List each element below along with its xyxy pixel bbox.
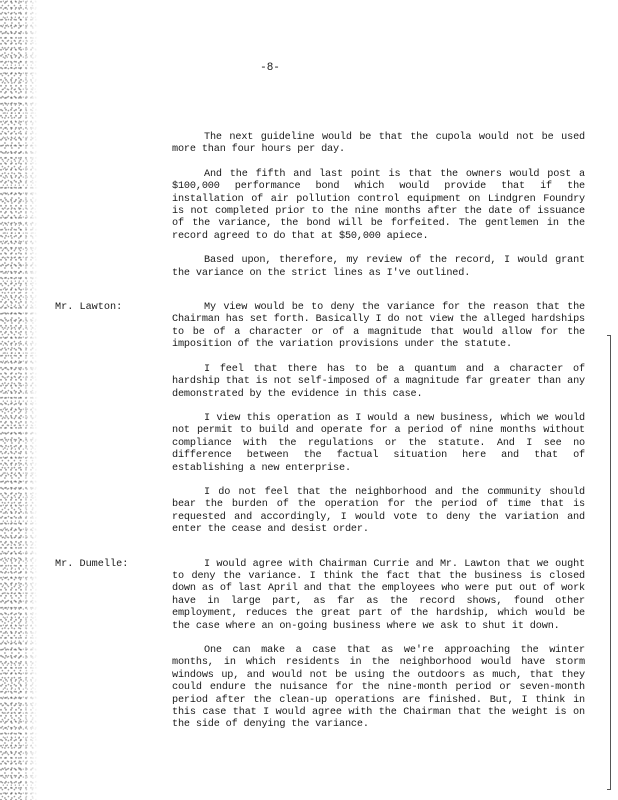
speaker-remarks: [172, 559, 585, 744]
paragraph: I view this operation as I would a new business, which we would not permit to build and operate for a period of nine months without compliance with the regulations or the statute. And I see no difference between the factual situation here and that of establishing a new enterprise.: [172, 412, 585, 474]
speaker-label: Mr. Dumelle:: [55, 558, 129, 570]
transcript-body: [55, 132, 585, 754]
paragraph: The next guideline would be that the cupola would not be used more than four hours per day.: [172, 132, 585, 156]
transcript-section: [55, 132, 585, 292]
paragraph: One can make a case that as we're approaching the winter months, in which residents in the neighborhood would have storm windows up, and would not be using the outdoors as much, that they could endure the nuisance for the nine-month period or seven-month period after the clean-up operations are finished. But, I think in this case that I would agree with the Chairman that the weight is on the side of denying the variance.: [172, 645, 585, 731]
scan-edge-noise: [0, 0, 38, 800]
page-number: -8-: [260, 62, 280, 74]
margin-bracket-line: [604, 335, 611, 790]
paragraph: Based upon, therefore, my review of the record, I would grant the variance on the strict lines as I've outlined.: [172, 255, 585, 279]
paragraph: I feel that there has to be a quantum and a character of hardship that is not self-imposed of a magnitude far greater than any demonstrated by the evidence in this case.: [172, 363, 585, 400]
paragraph: And the fifth and last point is that the owners would post a $100,000 performance bond which would provide that if the installation of air pollution control equipment on Lindgren Foundry is not completed prior to the nine months after the date of issuance of the variance, the bond will be forfeited. The gentlemen in the record agreed to do that at $50,000 apiece.: [172, 168, 585, 242]
speaker-label: [55, 132, 172, 292]
transcript-section: [55, 302, 585, 549]
paragraph: I would agree with Chairman Currie and Mr. Lawton that we ought to deny the variance. I think the fact that the business is closed down as of last April and that the employees who were put out of work have in large part, as far as the record shows, found other employment, reduces the great part of the hardship, which would be the case where an on-going business where we ask to shut it down.: [172, 558, 585, 632]
speaker-remarks: [172, 302, 585, 549]
transcript-section: [55, 559, 585, 744]
paragraph: My view would be to deny the variance for the reason that the Chairman has set forth. Basically I do not view the alleged hardships to be of a character or of a magnitude that would allow for the imposition of the variation provisions under the statute.: [172, 302, 585, 351]
speaker-label: Mr. Lawton:: [55, 302, 123, 314]
speaker-remarks: [172, 132, 585, 292]
paragraph: I do not feel that the neighborhood and the community should bear the burden of the operation for the period of time that is requested and accordingly, I would vote to deny the variation and enter the cease and desist order.: [172, 486, 585, 536]
